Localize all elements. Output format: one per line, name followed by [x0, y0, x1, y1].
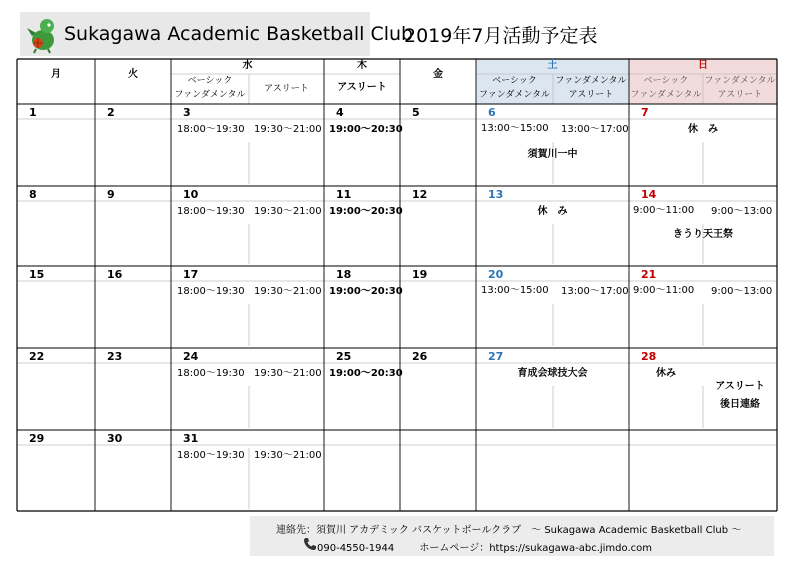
wed-basic-time: 18:00～19:30 [177, 286, 245, 297]
sun-athlete-note: 後日連絡 [720, 399, 760, 410]
day-number: 25 [336, 350, 352, 363]
weekday-mon: 月 [51, 69, 61, 80]
homepage-url[interactable]: ホームページ：https://sukagawa-abc.jimdo.com [419, 543, 652, 554]
wed-athlete-time: 19:30～21:00 [254, 286, 322, 297]
sat-basic-time: 13:00～15:00 [481, 285, 549, 296]
day-number: 19 [412, 268, 428, 281]
day-number: 17 [183, 268, 199, 281]
sun-fundamental-time: 9:00～13:00 [711, 286, 773, 297]
day-number: 23 [107, 350, 123, 363]
day-number: 24 [183, 350, 199, 363]
sat-sub-fundamental: ファンダメンタル [555, 76, 627, 86]
wed-athlete-time: 19:30～21:00 [254, 124, 322, 135]
thu-athlete-time: 19:00～20:30 [329, 368, 403, 379]
sun-basic-time: 9:00～11:00 [633, 205, 695, 216]
day-number: 5 [412, 106, 420, 119]
sun-sub-basic: ファンダメンタル [630, 90, 702, 100]
wed-athlete-time: 19:30～21:00 [254, 368, 322, 379]
sat-sub-fundamental: アスリート [568, 90, 614, 100]
thu-athlete-time: 19:00～20:30 [329, 286, 403, 297]
sat-sub-basic: ファンダメンタル [478, 90, 551, 100]
day-number: 14 [641, 188, 657, 201]
sun-basic-note: 休み [656, 368, 676, 379]
weekday-thu: 木 [357, 60, 367, 71]
day-number: 22 [29, 350, 45, 363]
club-name: Sukagawa Academic Basketball Club [64, 23, 414, 45]
sun-note: 休 み [688, 124, 718, 135]
day-number: 3 [183, 106, 191, 119]
day-number: 31 [183, 432, 199, 445]
sun-fundamental-time: 9:00～13:00 [711, 206, 773, 217]
weekday-fri: 金 [433, 69, 443, 80]
sat-note: 休 み [537, 206, 568, 217]
weekday-sun: 日 [698, 60, 708, 71]
day-number: 21 [641, 268, 657, 281]
day-number: 18 [336, 268, 352, 281]
sat-fundamental-time: 13:00～17:00 [561, 286, 629, 297]
weekday-sat: 土 [547, 60, 558, 71]
day-number: 16 [107, 268, 123, 281]
day-number: 15 [29, 268, 45, 281]
wed-basic-time: 18:00～19:30 [177, 368, 245, 379]
sat-sub-basic: ベーシック [492, 76, 537, 86]
day-number: 26 [412, 350, 428, 363]
thu-athlete-time: 19:00～20:30 [329, 124, 403, 135]
day-number: 30 [107, 432, 123, 445]
day-number: 11 [336, 188, 352, 201]
weekday-wed: 水 [242, 60, 253, 71]
day-number: 4 [336, 106, 344, 119]
day-number: 27 [488, 350, 504, 363]
thu-athlete-time: 19:00～20:30 [329, 206, 403, 217]
day-number: 12 [412, 188, 428, 201]
day-number: 10 [183, 188, 199, 201]
phone-homepage-line [305, 539, 652, 554]
day-number: 29 [29, 432, 45, 445]
sun-sub-fundamental: ファンダメンタル [704, 76, 776, 86]
sat-fundamental-time: 13:00～17:00 [561, 124, 629, 135]
sun-sub-basic: ベーシック [643, 76, 689, 86]
sun-basic-time: 9:00～11:00 [633, 285, 695, 296]
day-number: 28 [641, 350, 657, 363]
contact-line: 連絡先：須賀川 アカデミック バスケットボールクラブ ～ Sukagawa Academic Basketball Club ～ [276, 525, 742, 536]
wed-sub-athlete: アスリート [264, 84, 309, 94]
sun-sub-fundamental: アスリート [717, 90, 763, 100]
day-number: 6 [488, 106, 496, 119]
sat-basic-time: 13:00～15:00 [481, 123, 549, 134]
sun-athlete-note: アスリート [715, 381, 765, 392]
wed-basic-time: 18:00～19:30 [177, 206, 245, 217]
day-number: 2 [107, 106, 115, 119]
wed-athlete-time: 19:30～21:00 [254, 450, 322, 461]
sat-note: 須賀川一中 [527, 149, 578, 160]
day-number: 20 [488, 268, 504, 281]
day-number: 7 [641, 106, 649, 119]
thu-sub-athlete: アスリート [337, 82, 387, 93]
day-number: 13 [488, 188, 504, 201]
wed-athlete-time: 19:30～21:00 [254, 206, 322, 217]
sat-note: 育成会球技大会 [517, 368, 588, 379]
day-number: 9 [107, 188, 115, 201]
wed-basic-time: 18:00～19:30 [177, 124, 245, 135]
weekday-tue: 火 [128, 69, 138, 80]
wed-sub-basic: ベーシック [187, 76, 233, 86]
schedule-title: 2019年7月活動予定表 [404, 25, 598, 47]
day-number: 8 [29, 188, 37, 201]
wed-sub-basic: ファンダメンタル [174, 90, 246, 100]
phone-number: 090-4550-1944 [317, 543, 395, 554]
sun-note: きうり天王祭 [673, 229, 733, 240]
wed-basic-time: 18:00～19:30 [177, 450, 245, 461]
day-number: 1 [29, 106, 37, 119]
